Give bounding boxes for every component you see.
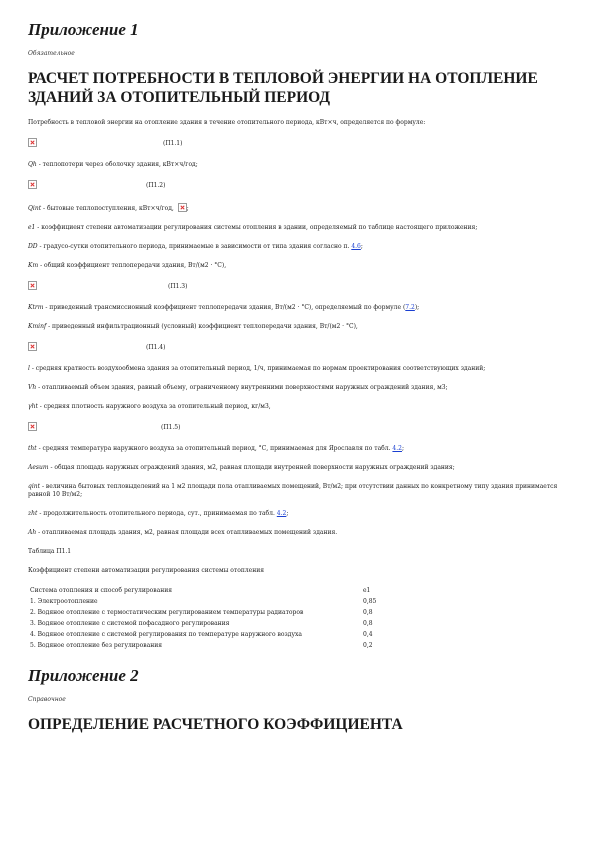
punctuation: ; [360, 243, 363, 250]
link-4-2-zht[interactable]: 4.2 [276, 510, 287, 517]
definition-text: - продолжительность отопительного периода, сут., принимаемая по табл. [37, 510, 277, 517]
formula-p1-4 [28, 342, 568, 356]
intro-paragraph: Потребность в тепловой энергии на отопление здания в течение отопительного периода, кВт×ч, определяется по формуле: [28, 119, 426, 126]
formula-p1-3 [28, 281, 568, 295]
table-cell: 0,85 [363, 598, 377, 605]
symbol: zht [28, 510, 38, 517]
def-kminf [28, 323, 568, 331]
table-row [30, 630, 423, 641]
table-caption: Коэффициент степени автоматизации регулирования системы отопления [28, 567, 264, 574]
table-cell: 3. Водяное отопление с системой пофасадного регулирования [30, 620, 230, 627]
appendix-2-title: Приложение 2 [28, 666, 139, 685]
punctuation: ; [286, 510, 289, 517]
def-dd [28, 243, 568, 251]
formula-number: (П1.5) [161, 424, 181, 431]
definition-text: - общая площадь наружных ограждений здания, м2, равная площади внутренней поверхности наружных ограждений здания; [48, 464, 455, 471]
table-header-row [30, 586, 423, 597]
symbol: γht [28, 403, 38, 410]
formula-number: (П1.1) [163, 140, 183, 147]
appendix-2-type: Справочное [28, 696, 66, 703]
formula-p1-5 [28, 422, 568, 436]
def-ght [28, 403, 568, 411]
link-4-2[interactable]: 4.2 [392, 445, 402, 452]
table-cell: 5. Водяное отопление без регулирования [30, 642, 162, 649]
table-row [30, 608, 423, 619]
table-row [30, 597, 423, 608]
symbol: Km [28, 262, 39, 269]
document-page [28, 20, 568, 746]
symbol: DD [28, 243, 38, 250]
table-row [30, 641, 423, 652]
table-cell: 0,8 [363, 609, 373, 616]
formula-p1-2 [28, 180, 568, 194]
def-aesum [28, 464, 568, 472]
symbol: Ktrm [28, 304, 44, 311]
symbol: Kminf [28, 323, 47, 330]
def-qint-specific [28, 483, 568, 499]
link-7-2[interactable]: 7.2 [405, 304, 415, 311]
definition-text: - коэффициент степени автоматизации регулирования системы отопления в здании, определяемый по таблице настоящего приложения; [35, 224, 478, 231]
formula-number: (П1.4) [146, 344, 166, 351]
def-zht [28, 510, 568, 518]
def-qh [28, 161, 568, 169]
definition-text: - приведенный инфильтрационный (условный) коэффициент теплопередачи здания, Вт/(м2 · °С), [46, 323, 358, 330]
appendix-1-type: Обязательное [28, 50, 75, 57]
appendix-1-heading: РАСЧЕТ ПОТРЕБНОСТИ В ТЕПЛОВОЙ ЭНЕРГИИ НА ОТОПЛЕНИЕ ЗДАНИЙ ЗА ОТОПИТЕЛЬНЫЙ ПЕРИОД [28, 70, 538, 106]
table-cell: 1. Электроотопление [30, 598, 98, 605]
definition-text: - отапливаемая площадь здания, м2, равная площади всех отапливаемых помещений здания. [36, 529, 338, 536]
table-cell: 0,4 [363, 631, 373, 638]
definition-text: - градусо-сутки отопительного периода, принимаемые в зависимости от типа здания согласно п. [37, 243, 352, 250]
def-qint: Qint - бытовые теплопоступления, кВт×ч/год, ; [28, 205, 189, 212]
broken-image-icon [178, 203, 187, 212]
def-l [28, 365, 568, 373]
symbol: l [28, 365, 30, 372]
definition-text: - общий коэффициент теплопередачи здания, Вт/(м2 · °С), [38, 262, 227, 269]
link-4-6[interactable]: 4.6 [351, 243, 361, 250]
broken-image-icon [28, 281, 37, 290]
def-ah [28, 529, 568, 537]
automation-coefficient-table [30, 586, 423, 652]
appendix-2-heading: ОПРЕДЕЛЕНИЕ РАСЧЕТНОГО КОЭФФИЦИЕНТА [28, 716, 403, 733]
symbol: tht [28, 445, 37, 452]
definition-text: - отапливаемый объем здания, равный объему, ограниченному внутренними поверхностями наружных ограждений здания, м3; [36, 384, 448, 391]
definition-text: - средняя кратность воздухообмена здания за отопительный период, 1/ч, принимаемая по нормам проектирования соответствующих зданий; [29, 365, 486, 372]
def-vh [28, 384, 568, 392]
def-tht [28, 445, 568, 453]
table-cell: 0,8 [363, 620, 373, 627]
definition-text: - величина бытовых тепловыделений на 1 м2 площади пола отапливаемых помещений, Вт/м2; при отсутствии данных по конкретному типу здания принимается равной 10 Вт/м2; [28, 483, 558, 498]
symbol: qint [28, 483, 41, 490]
symbol: Qint [28, 205, 42, 212]
table-cell: 0,2 [363, 642, 373, 649]
table-label: Таблица П1.1 [28, 548, 72, 555]
def-e1 [28, 224, 568, 232]
symbol: Vh [28, 384, 37, 391]
symbol: Qh [28, 161, 37, 168]
symbol: Ah [28, 529, 37, 536]
definition-text: - средняя плотность наружного воздуха за отопительный период, кг/м3, [37, 403, 271, 410]
broken-image-icon [28, 138, 37, 147]
broken-image-icon [28, 422, 37, 431]
table-row [30, 619, 423, 630]
appendix-1-title: Приложение 1 [28, 20, 139, 39]
definition-text: - бытовые теплопоступления, кВт×ч/год, [41, 205, 176, 212]
formula-p1-1 [28, 138, 568, 152]
def-km [28, 262, 568, 270]
table-header-cell: e1 [363, 587, 371, 594]
table-header-cell: Система отопления и способ регулирования [30, 587, 173, 594]
punctuation: ; [401, 445, 404, 452]
symbol: Aesum [28, 464, 49, 471]
definition-text: - теплопотери через оболочку здания, кВт×ч/год; [36, 161, 198, 168]
symbol: e1 [28, 224, 36, 231]
broken-image-icon [28, 342, 37, 351]
punctuation: ); [414, 304, 420, 311]
def-ktrm [28, 304, 568, 312]
formula-number: (П1.3) [168, 283, 188, 290]
table-cell: 2. Водяное отопление с термостатическим регулированием температуры радиаторов [30, 609, 304, 616]
definition-text: - приведенный трансмиссионный коэффициент теплопередачи здания, Вт/(м2 · °С), определяемый по формуле ( [43, 304, 406, 311]
table-cell: 4. Водяное отопление с системой регулирования по температуре наружного воздуха [30, 631, 302, 638]
formula-number: (П1.2) [146, 182, 166, 189]
broken-image-icon [28, 180, 37, 189]
definition-text: - средняя температура наружного воздуха за отопительный период, °С, принимаемая для Ярославля по табл. [36, 445, 393, 452]
